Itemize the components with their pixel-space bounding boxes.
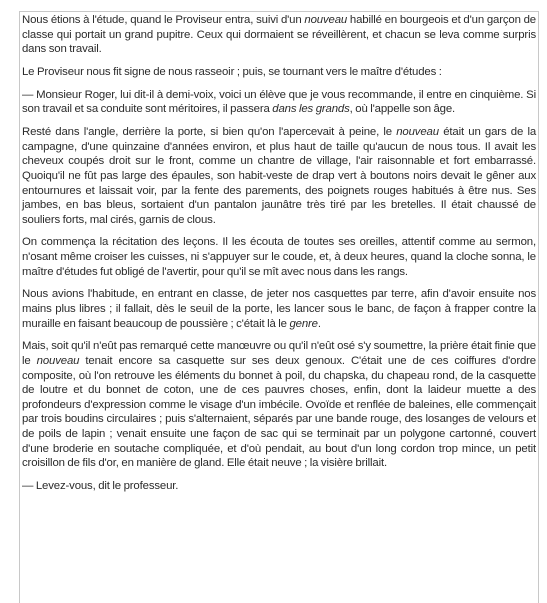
text-run: était un gars de la campagne, d'une quinzaine d'années environ, et plus haut de taille qu'aucun de nous tous. Il avait les cheveux coupés droit sur le front, comme un chantre de village, l'air raisonnable et fort embarrassé. Quoiqu'il ne fût pas large des épaules, son habit-veste de drap vert à boutons noirs devait le gêner aux entournures et laissait voir, par la fente des parements, des poignets rouges habitués à être nus. Ses jambes, en bas bleus, sortaient d'un pantalon jaunâtre très tiré par les bretelles. Il était chaussé de souliers forts, mal cirés, garnis de clous.	[22, 126, 537, 226]
text-run: — Levez-vous, dit le professeur.	[22, 479, 179, 492]
text-run: .	[317, 317, 321, 330]
paragraph	[22, 235, 536, 279]
text-run: On commença la récitation des leçons. Il les écouta de toutes ses oreilles, attentif comme au sermon, n'osant même croiser les cuisses, ni s'appuyer sur le coude, et, à deux heures, quand la cloche sonna, le maître d'études fut obligé de l'avertir, pour qu'il se mît avec nous dans les rangs.	[22, 236, 536, 278]
text-run: , où l'appelle son âge.	[349, 103, 456, 116]
text-run: Resté dans l'angle, derrière la porte, si bien qu'on l'apercevait à peine, le	[22, 126, 397, 139]
paragraph	[22, 339, 536, 470]
text-run: tenait encore sa casquette sur ses deux genoux. C'était une de ces coiffures d'ordre composite, où l'on retrouve les éléments du bonnet à poil, du chapska, du chapeau rond, de la casquette de loutre et du bonnet de coton, une de ces pauvres choses, enfin, dont la laideur muette a des profondeurs d'expression comme le visage d'un imbécile. Ovoïde et renflée de baleines, elle commençait par trois boudins circulaires ; puis s'alternaient, séparés par une bande rouge, des losanges de velours et de poils de lapin ; venait ensuite une façon de sac qui se terminait par un polygone cartonné, couvert d'une broderie en soutache compliquée, et d'où pendait, au bout d'un long cordon trop mince, un petit croisillon de fils d'or, en manière de gland. Elle était neuve ; la visière brillait.	[22, 355, 536, 470]
italic-word: nouveau	[304, 14, 348, 26]
text-run: Nous étions à l'étude, quand le Proviseur entra, suivi d'un	[22, 14, 305, 26]
paragraph	[22, 125, 536, 227]
italic-word: nouveau	[396, 126, 439, 139]
text-run: Le Proviseur nous fit signe de nous rasseoir ; puis, se tournant vers le maître d'études :	[22, 65, 442, 78]
italic-word: genre	[289, 317, 318, 330]
text-run: habillé en bourgeois et d'un garçon de classe qui portait un grand pupitre. Ceux qui dormaient se réveillèrent, et chacun se leva comme surpris dans son travail.	[22, 14, 536, 56]
italic-word: nouveau	[36, 355, 80, 367]
text-run: Mais, soit qu'il n'eût pas remarqué cette manœuvre ou qu'il n'eût osé s'y soumettre, la prière était finie que le	[22, 340, 536, 367]
paragraph	[22, 13, 536, 57]
italic-word: dans les grands	[272, 103, 350, 116]
text-run: Nous avions l'habitude, en entrant en classe, de jeter nos casquettes par terre, afin d'avoir ensuite nos mains plus libres ; il fallait, dès le seuil de la porte, les lancer sous le banc, de façon à frapper contre la muraille en faisant beaucoup de poussière ; c'était là le	[22, 288, 536, 330]
text-run: — Monsieur Roger, lui dit-il à demi-voix, voici un élève que je vous recommande, il entre en cinquième. Si son travail et sa conduite sont méritoires, il passera	[22, 88, 536, 116]
paragraph	[22, 479, 536, 494]
document-page	[19, 11, 539, 603]
document-text	[22, 13, 536, 494]
paragraph	[22, 88, 536, 117]
paragraph	[22, 65, 536, 80]
paragraph	[22, 287, 536, 331]
